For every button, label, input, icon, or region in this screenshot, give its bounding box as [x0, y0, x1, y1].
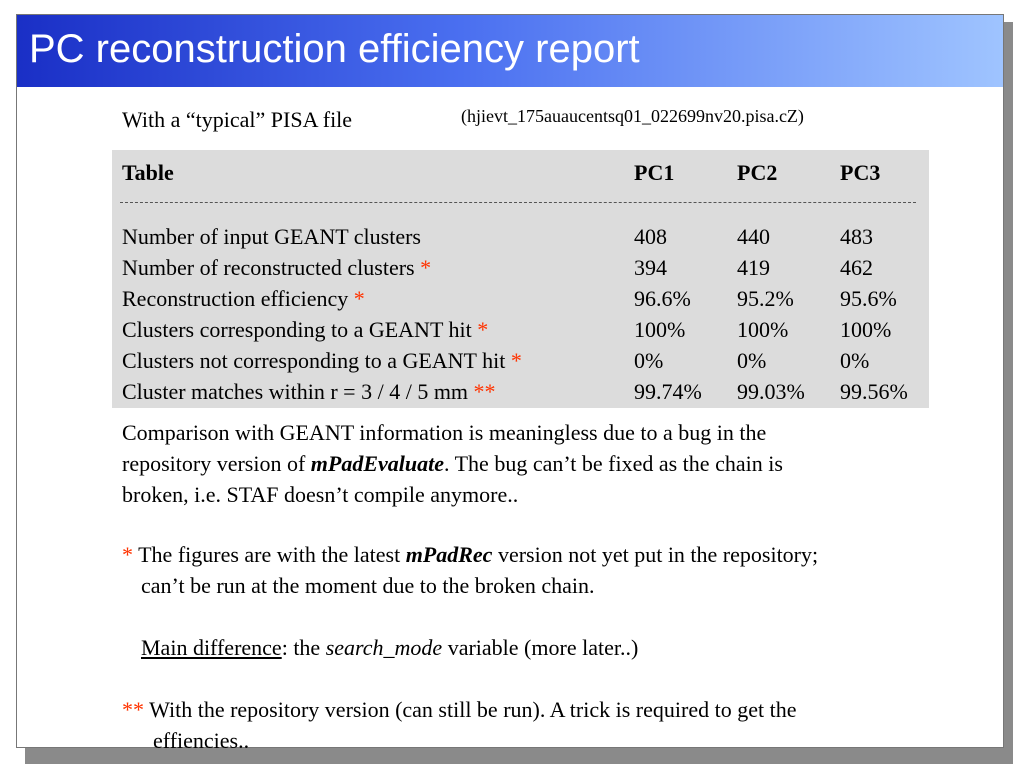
row-pc2: 95.2% — [737, 286, 794, 311]
row-label: Cluster matches within r = 3 / 4 / 5 mm ** — [122, 379, 496, 404]
title-bar — [17, 15, 1003, 87]
file-name: (hjievt_175auaucentsq01_022699nv20.pisa.cZ) — [461, 106, 804, 126]
row-pc3: 462 — [840, 255, 873, 280]
double-asterisk-mark: ** — [473, 379, 496, 404]
table-divider — [120, 202, 916, 203]
table-header-label: Table — [122, 160, 174, 185]
row-pc3: 483 — [840, 224, 873, 249]
asterisk-mark: * — [353, 286, 365, 311]
footnote-single-star: * The figures are with the latest mPadRec version not yet put in the repository; can’t be run at the moment due to the broken chain. — [122, 542, 819, 598]
row-pc1: 99.74% — [634, 379, 702, 404]
table-header-pc3: PC3 — [840, 160, 881, 185]
table-header-pc2: PC2 — [737, 160, 778, 185]
table-header-pc1: PC1 — [634, 160, 675, 185]
comparison-paragraph: Comparison with GEANT information is meaningless due to a bug in the repository version of mPadEvaluate. The bug can’t be fixed as the chain is broken, i.e. STAF doesn’t compile anymore.. — [122, 420, 783, 507]
row-pc3: 95.6% — [840, 286, 897, 311]
asterisk-mark: * — [420, 255, 432, 280]
row-pc2: 100% — [737, 317, 789, 342]
row-label: Reconstruction efficiency * — [122, 286, 365, 311]
row-label: Clusters not corresponding to a GEANT hit * — [122, 348, 522, 373]
footnote-double-star: ** With the repository version (can still be run). A trick is required to get the effiencies.. — [122, 697, 797, 753]
row-pc2: 419 — [737, 255, 770, 280]
row-pc1: 96.6% — [634, 286, 691, 311]
table-row — [122, 224, 922, 252]
row-pc1: 100% — [634, 317, 686, 342]
asterisk-mark: * — [477, 317, 489, 342]
table-header-row — [122, 160, 922, 188]
row-pc1: 394 — [634, 255, 667, 280]
slide-title: PC reconstruction efficiency report — [29, 27, 640, 71]
table-row — [122, 348, 922, 376]
main-difference-note: Main difference: the search_mode variable (more later..) — [141, 635, 639, 660]
table-row — [122, 317, 922, 345]
row-pc2: 440 — [737, 224, 770, 249]
double-asterisk-mark: ** — [122, 697, 144, 722]
subtitle: With a “typical” PISA file — [122, 107, 353, 132]
row-label: Number of input GEANT clusters — [122, 224, 421, 249]
row-pc2: 0% — [737, 348, 767, 373]
table-row — [122, 379, 922, 407]
row-pc3: 100% — [840, 317, 892, 342]
row-pc3: 99.56% — [840, 379, 908, 404]
table-row — [122, 255, 922, 283]
slide — [16, 14, 1004, 753]
table-row — [122, 286, 922, 314]
row-pc3: 0% — [840, 348, 870, 373]
asterisk-mark: * — [122, 542, 133, 567]
row-label: Clusters corresponding to a GEANT hit * — [122, 317, 489, 342]
row-pc2: 99.03% — [737, 379, 805, 404]
row-label: Number of reconstructed clusters * — [122, 255, 432, 280]
row-pc1: 408 — [634, 224, 667, 249]
results-table — [112, 150, 929, 408]
asterisk-mark: * — [510, 348, 522, 373]
row-pc1: 0% — [634, 348, 664, 373]
